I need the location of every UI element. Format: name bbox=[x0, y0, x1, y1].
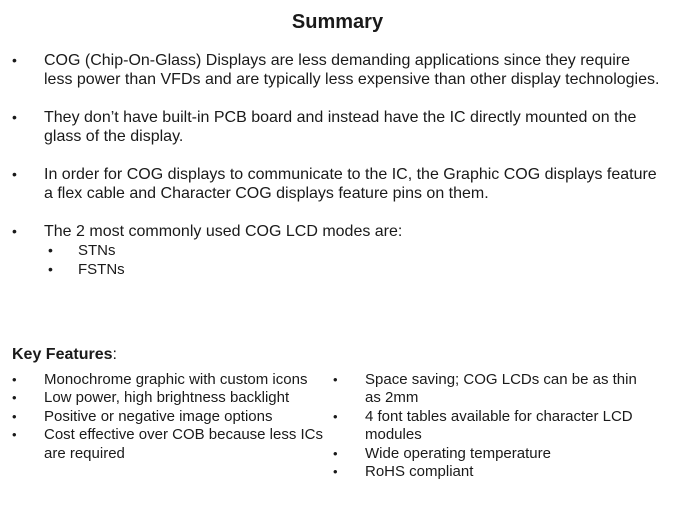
mode-text: FSTNs bbox=[78, 261, 125, 278]
feature-text: Positive or negative image options bbox=[44, 407, 273, 425]
bullet-dot: • bbox=[333, 464, 338, 480]
feature-text: Wide operating temperature bbox=[365, 444, 551, 462]
feature-item bbox=[333, 463, 645, 481]
bullet-dot: • bbox=[12, 427, 17, 443]
bullet-dot: • bbox=[333, 372, 338, 387]
bullet-dot: • bbox=[12, 109, 17, 125]
bullet-dot: • bbox=[12, 390, 17, 406]
summary-bullet bbox=[12, 165, 662, 203]
summary-bullet-list bbox=[12, 51, 662, 279]
bullet-text: The 2 most commonly used COG LCD modes are: bbox=[44, 223, 403, 240]
slide-title: Summary bbox=[291, 11, 384, 33]
bullet-dot: • bbox=[333, 408, 338, 424]
bullet-text: In order for COG displays to communicate to the IC, the Graphic COG displays feature a flex cable and Character COG displays feature pins on them. bbox=[44, 166, 657, 202]
key-features-right-column bbox=[333, 371, 645, 481]
feature-text: RoHS compliant bbox=[365, 463, 474, 481]
key-features-heading bbox=[12, 346, 117, 364]
bullet-dot: • bbox=[12, 223, 17, 239]
mode-text: STNs bbox=[78, 242, 116, 259]
bullet-text: COG (Chip-On-Glass) Displays are less demanding applications since they require less power than VFDs and are typically less expensive than other display technologies. bbox=[44, 52, 660, 88]
feature-text: Low power, high brightness backlight bbox=[44, 389, 290, 407]
summary-bullet bbox=[12, 51, 662, 89]
feature-item bbox=[333, 408, 645, 445]
bullet-dot: • bbox=[12, 372, 17, 387]
feature-item bbox=[12, 426, 330, 463]
bullet-dot: • bbox=[48, 261, 53, 277]
key-features-left-column bbox=[12, 371, 330, 463]
feature-text: Cost effective over COB because less ICs are required bbox=[44, 426, 324, 462]
bullet-dot: • bbox=[12, 408, 17, 424]
feature-item bbox=[333, 371, 645, 408]
feature-item bbox=[12, 408, 330, 426]
bullet-dot: • bbox=[12, 166, 17, 182]
summary-bullet bbox=[12, 222, 662, 241]
feature-item bbox=[333, 445, 645, 463]
feature-item bbox=[12, 389, 330, 407]
summary-bullet bbox=[12, 108, 662, 146]
mode-subbullet bbox=[12, 260, 662, 279]
bullet-dot: • bbox=[48, 242, 53, 258]
mode-subbullet bbox=[12, 241, 662, 260]
bullet-text: They don’t have built-in PCB board and instead have the IC directly mounted on the glass of the display. bbox=[44, 109, 637, 145]
feature-text: 4 font tables available for character LCD modules bbox=[365, 407, 633, 444]
feature-item bbox=[12, 371, 330, 389]
bullet-dot: • bbox=[12, 52, 17, 68]
key-features-label: Key Features bbox=[12, 346, 113, 363]
bullet-dot: • bbox=[333, 445, 338, 461]
feature-text: Monochrome graphic with custom icons bbox=[44, 371, 308, 388]
key-features-colon: : bbox=[112, 346, 117, 363]
feature-text: Space saving; COG LCDs can be as thin as 2mm bbox=[365, 371, 637, 407]
